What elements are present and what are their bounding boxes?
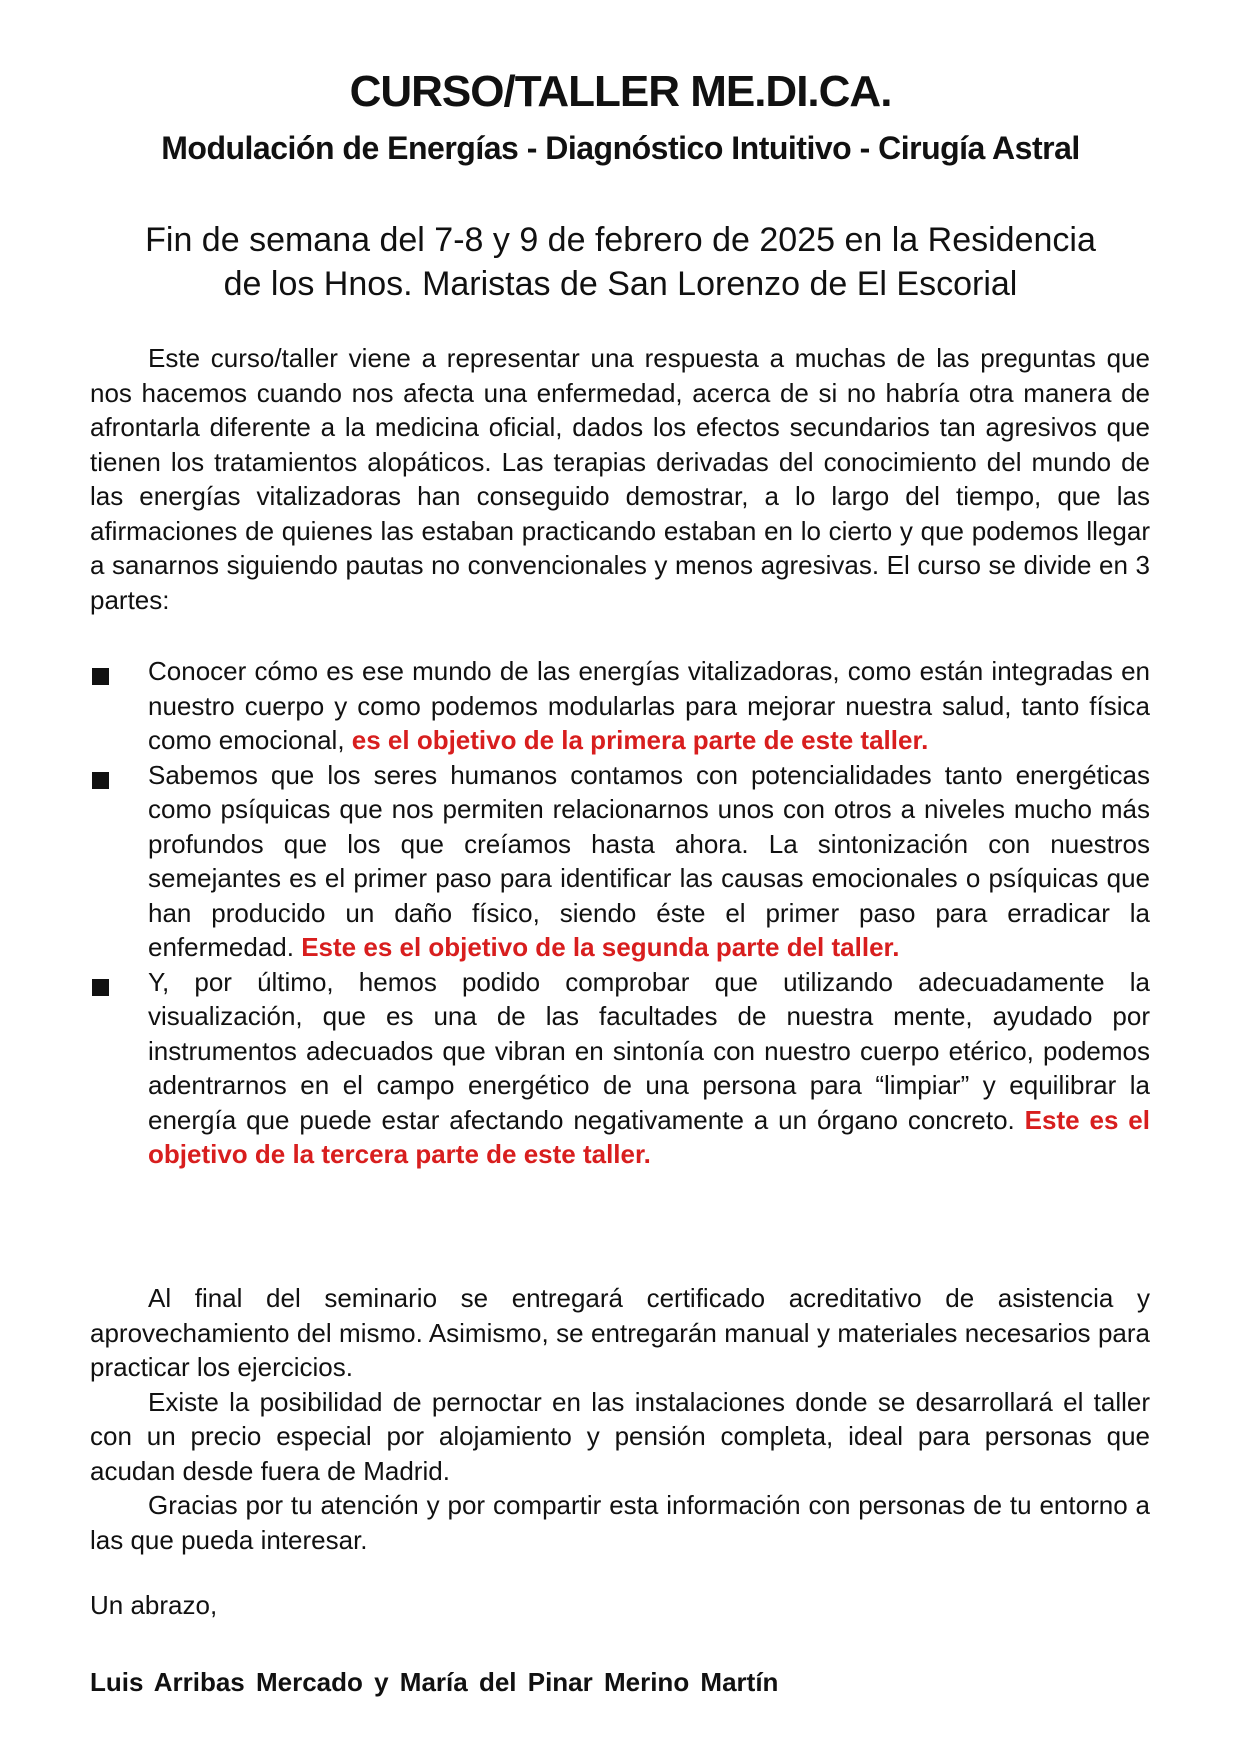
course-part-3 <box>90 965 1150 1172</box>
intro-section <box>90 341 1150 617</box>
event-details-line-2: de los Hnos. Maristas de San Lorenzo de El Escorial <box>223 265 1018 303</box>
signature: Luis Arribas Mercado y María del Pinar Merino Martín <box>90 1667 779 1697</box>
course-title: CURSO/TALLER ME.DI.CA. <box>349 67 892 116</box>
thanks-paragraph: Gracias por tu atención y por compartir esta información con personas de tu entorno a las que pueda interesar. <box>90 1490 1150 1555</box>
course-part-1-objective: es el objetivo de la primera parte de este taller. <box>351 725 929 755</box>
course-part-1-text: Conocer cómo es ese mundo de las energías vitalizadoras, como están integradas en nuestro cuerpo y como podemos modularlas para mejorar nuestra salud, tanto física como emocional, <box>148 656 1150 755</box>
black-square-bullet-icon <box>92 979 109 996</box>
intro-paragraph: Este curso/taller viene a representar una respuesta a muchas de las preguntas que nos hacemos cuando nos afecta una enfermedad, acerca de si no habría otra manera de afrontarla diferente a la medicina oficial, dados los efectos secundarios tan agresivos que tienen los tratamientos alopáticos. Las terapias derivadas del conocimiento del mundo de las energías vitalizadoras han conseguido demostrar, a lo largo del tiempo, que las afirmaciones de quienes las estaban practicando estaban en lo cierto y que podemos llegar a sanarnos siguiendo pautas no convencionales y menos agresivas. El curso se divide en 3 partes: <box>90 343 1150 615</box>
course-subtitle: Modulación de Energías - Diagnóstico Intuitivo - Cirugía Astral <box>161 130 1080 166</box>
course-part-2-text: Sabemos que los seres humanos contamos con potencialidades tanto energéticas como psíquicas que nos permiten relacionarnos unos con otros a niveles mucho más profundos que los que creíamos hasta ahora. La sintonización con nuestros semejantes es el primer paso para identificar las causas emocionales o psíquicas que han producido un daño físico, siendo éste el primer paso para erradicar la enfermedad. <box>148 759 1150 962</box>
course-part-2-objective: Este es el objetivo de la segunda parte del taller. <box>301 932 900 962</box>
course-part-1 <box>90 654 1150 758</box>
course-part-3-objective: Este es el objetivo de la tercera parte de este taller. <box>148 1104 1150 1169</box>
black-square-bullet-icon <box>92 668 109 685</box>
event-details <box>60 218 1181 306</box>
greeting: Un abrazo, <box>90 1590 218 1620</box>
closing-section <box>90 1281 1150 1557</box>
black-square-bullet-icon <box>92 772 109 789</box>
course-part-3-text: Y, por último, hemos podido comprobar que utilizando adecuadamente la visualización, que es una de las facultades de nuestra mente, ayudado por instrumentos adecuados que vibran en sintonía con nuestro cuerpo etérico, podemos adentrarnos en el campo energético de una persona para “limpiar” y equilibrar la energía que puede estar afectando negativamente a un órgano concreto. <box>148 966 1150 1135</box>
course-part-2 <box>90 758 1150 965</box>
lodging-paragraph: Existe la posibilidad de pernoctar en las instalaciones donde se desarrollará el taller con un precio especial por alojamiento y pensión completa, ideal para personas que acudan desde fuera de Madrid. <box>90 1386 1150 1486</box>
event-details-line-1: Fin de semana del 7-8 y 9 de febrero de 2025 en la Residencia <box>145 221 1096 259</box>
course-parts-list <box>90 654 1150 1172</box>
certificate-paragraph: Al final del seminario se entregará certificado acreditativo de asistencia y aprovechamiento del mismo. Asimismo, se entregarán manual y materiales necesarios para practicar los ejercicios. <box>90 1283 1150 1382</box>
